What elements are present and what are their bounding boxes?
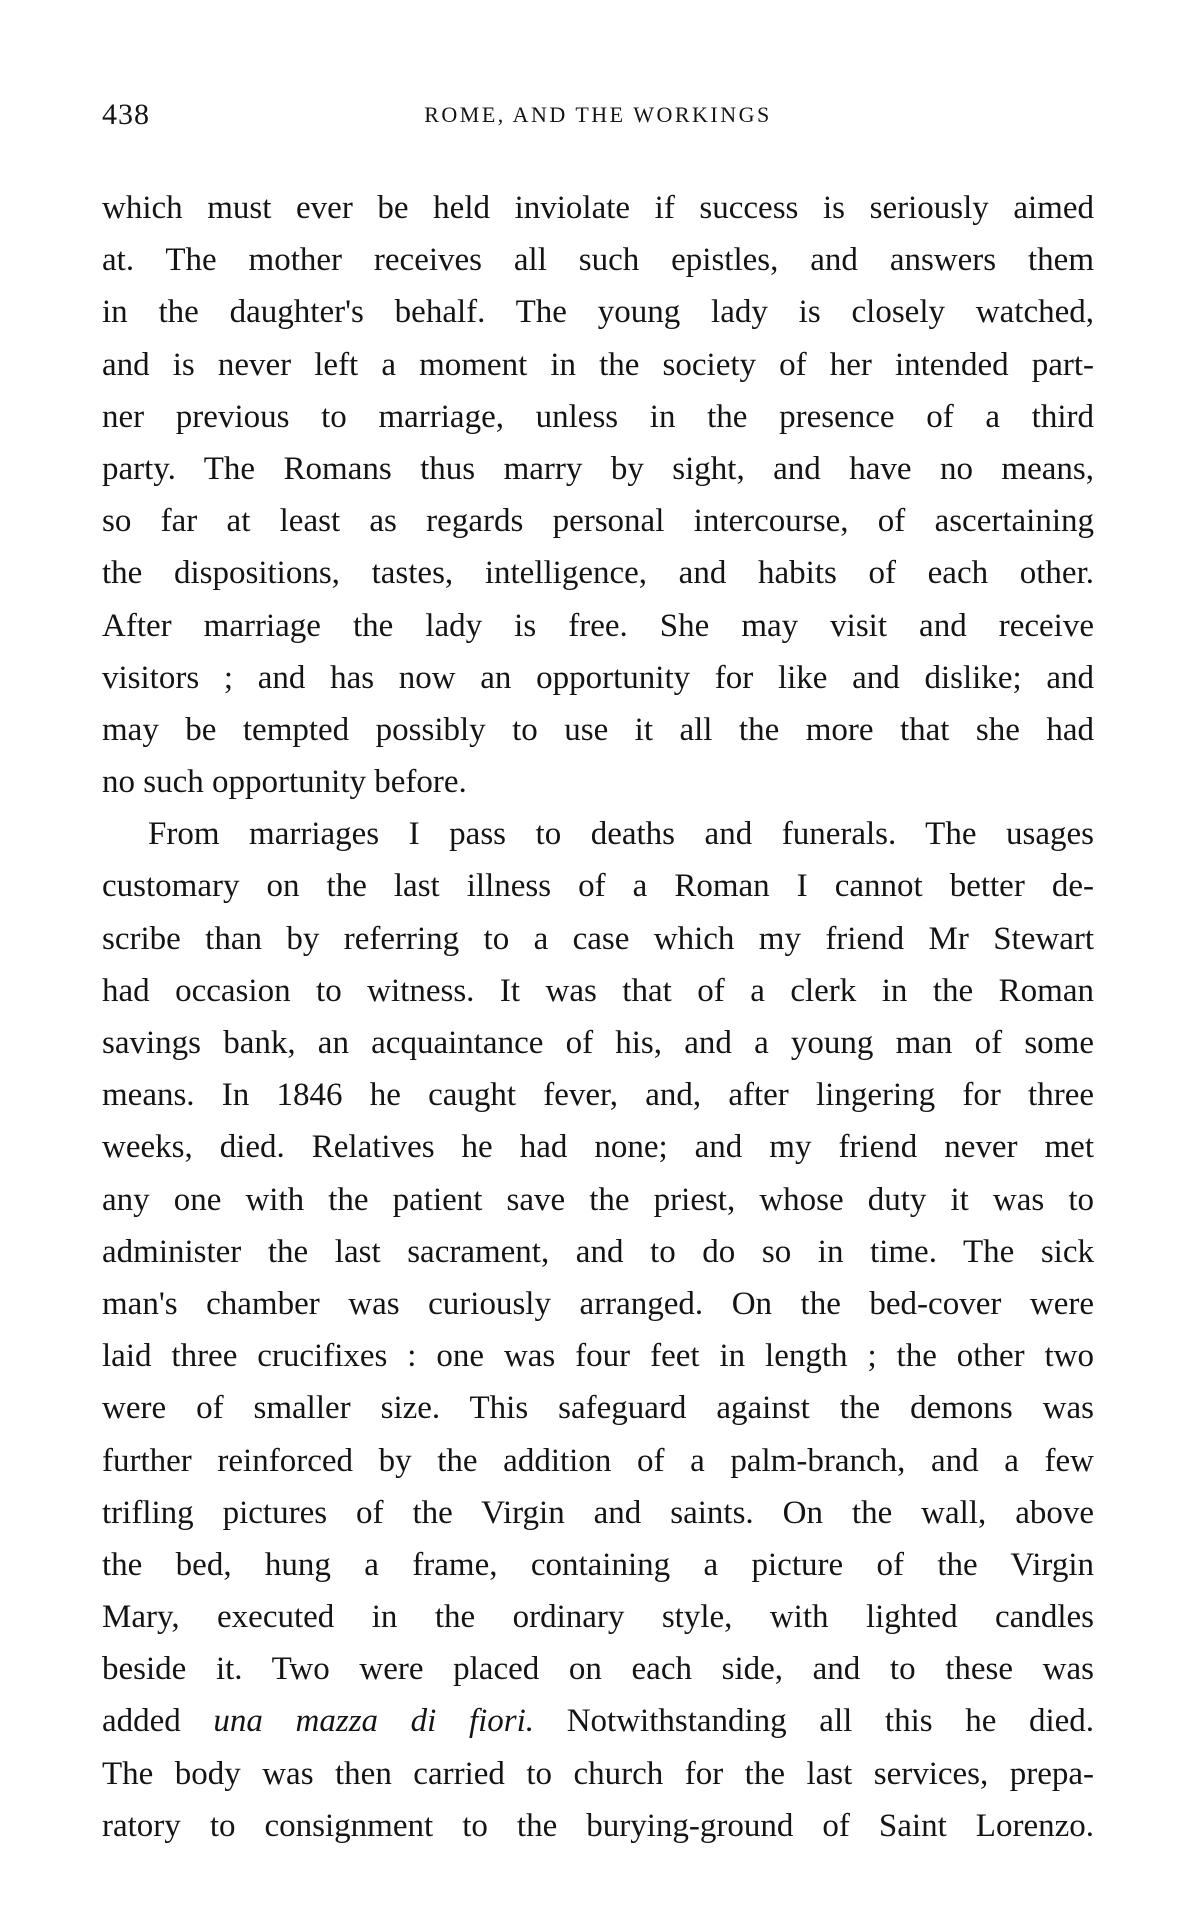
text-line: man's chamber was curiously arranged. On the bed-cover were bbox=[102, 1285, 1094, 1322]
text-line: visitors ; and has now an opportunity for like and dislike; and bbox=[102, 659, 1094, 696]
paragraph-start-line: From marriages I pass to deaths and funerals. The usages bbox=[148, 816, 1094, 853]
text-line: at. The mother receives all such epistles, and answers them bbox=[102, 242, 1094, 279]
running-head bbox=[102, 98, 1094, 138]
text-segment: added bbox=[102, 1703, 181, 1740]
text-line: the bed, hung a frame, containing a picture of the Virgin bbox=[102, 1546, 1094, 1583]
text-line: savings bank, an acquaintance of his, and a young man of some bbox=[102, 1025, 1094, 1061]
text-line: weeks, died. Relatives he had none; and my friend never met bbox=[102, 1129, 1094, 1166]
running-title: ROME, AND THE WORKINGS bbox=[424, 102, 772, 127]
italic-phrase: una mazza di fiori. bbox=[213, 1703, 535, 1740]
text-line: The body was then carried to church for the last services, prepa- bbox=[102, 1755, 1094, 1792]
text-line: means. In 1846 he caught fever, and, after lingering for three bbox=[102, 1077, 1094, 1114]
text-line: beside it. Two were placed on each side, and to these was bbox=[102, 1651, 1094, 1688]
text-line: so far at least as regards personal intercourse, of ascertaining bbox=[102, 503, 1094, 540]
text-segment: Notwithstanding all this he died. bbox=[566, 1703, 1095, 1740]
text-line: which must ever be held inviolate if success is seriously aimed bbox=[102, 190, 1094, 226]
page-number: 438 bbox=[102, 98, 150, 131]
text-line: ratory to consignment to the burying-ground of Saint Lorenzo. bbox=[102, 1807, 1094, 1844]
text-line: further reinforced by the addition of a palm-branch, and a few bbox=[102, 1442, 1094, 1479]
text-line: the dispositions, tastes, intelligence, and habits of each other. bbox=[102, 555, 1094, 592]
text-line: may be tempted possibly to use it all the more that she had bbox=[102, 711, 1094, 748]
text-line: customary on the last illness of a Roman I cannot better de- bbox=[102, 868, 1094, 905]
text-line: in the daughter's behalf. The young lady is closely watched, bbox=[102, 294, 1094, 331]
text-line: party. The Romans thus marry by sight, and have no means, bbox=[102, 450, 1094, 487]
text-line-with-italic bbox=[102, 1695, 1094, 1747]
text-line: and is never left a moment in the society of her intended part- bbox=[102, 346, 1094, 383]
text-line: any one with the patient save the priest, whose duty it was to bbox=[102, 1181, 1094, 1218]
text-line: had occasion to witness. It was that of a clerk in the Roman bbox=[102, 972, 1094, 1009]
text-line: laid three crucifixes : one was four feet in length ; the other two bbox=[102, 1338, 1094, 1375]
text-line: trifling pictures of the Virgin and saints. On the wall, above bbox=[102, 1494, 1094, 1531]
body-text bbox=[102, 182, 1094, 1852]
text-line: administer the last sacrament, and to do so in time. The sick bbox=[102, 1233, 1094, 1270]
text-line: scribe than by referring to a case which my friend Mr Stewart bbox=[102, 920, 1094, 957]
text-line: After marriage the lady is free. She may visit and receive bbox=[102, 607, 1094, 644]
text-line: were of smaller size. This safeguard against the demons was bbox=[102, 1390, 1094, 1427]
text-line: ner previous to marriage, unless in the presence of a third bbox=[102, 398, 1094, 435]
paragraph-end-line: no such opportunity before. bbox=[102, 764, 467, 801]
text-line: Mary, executed in the ordinary style, with lighted candles bbox=[102, 1599, 1094, 1636]
